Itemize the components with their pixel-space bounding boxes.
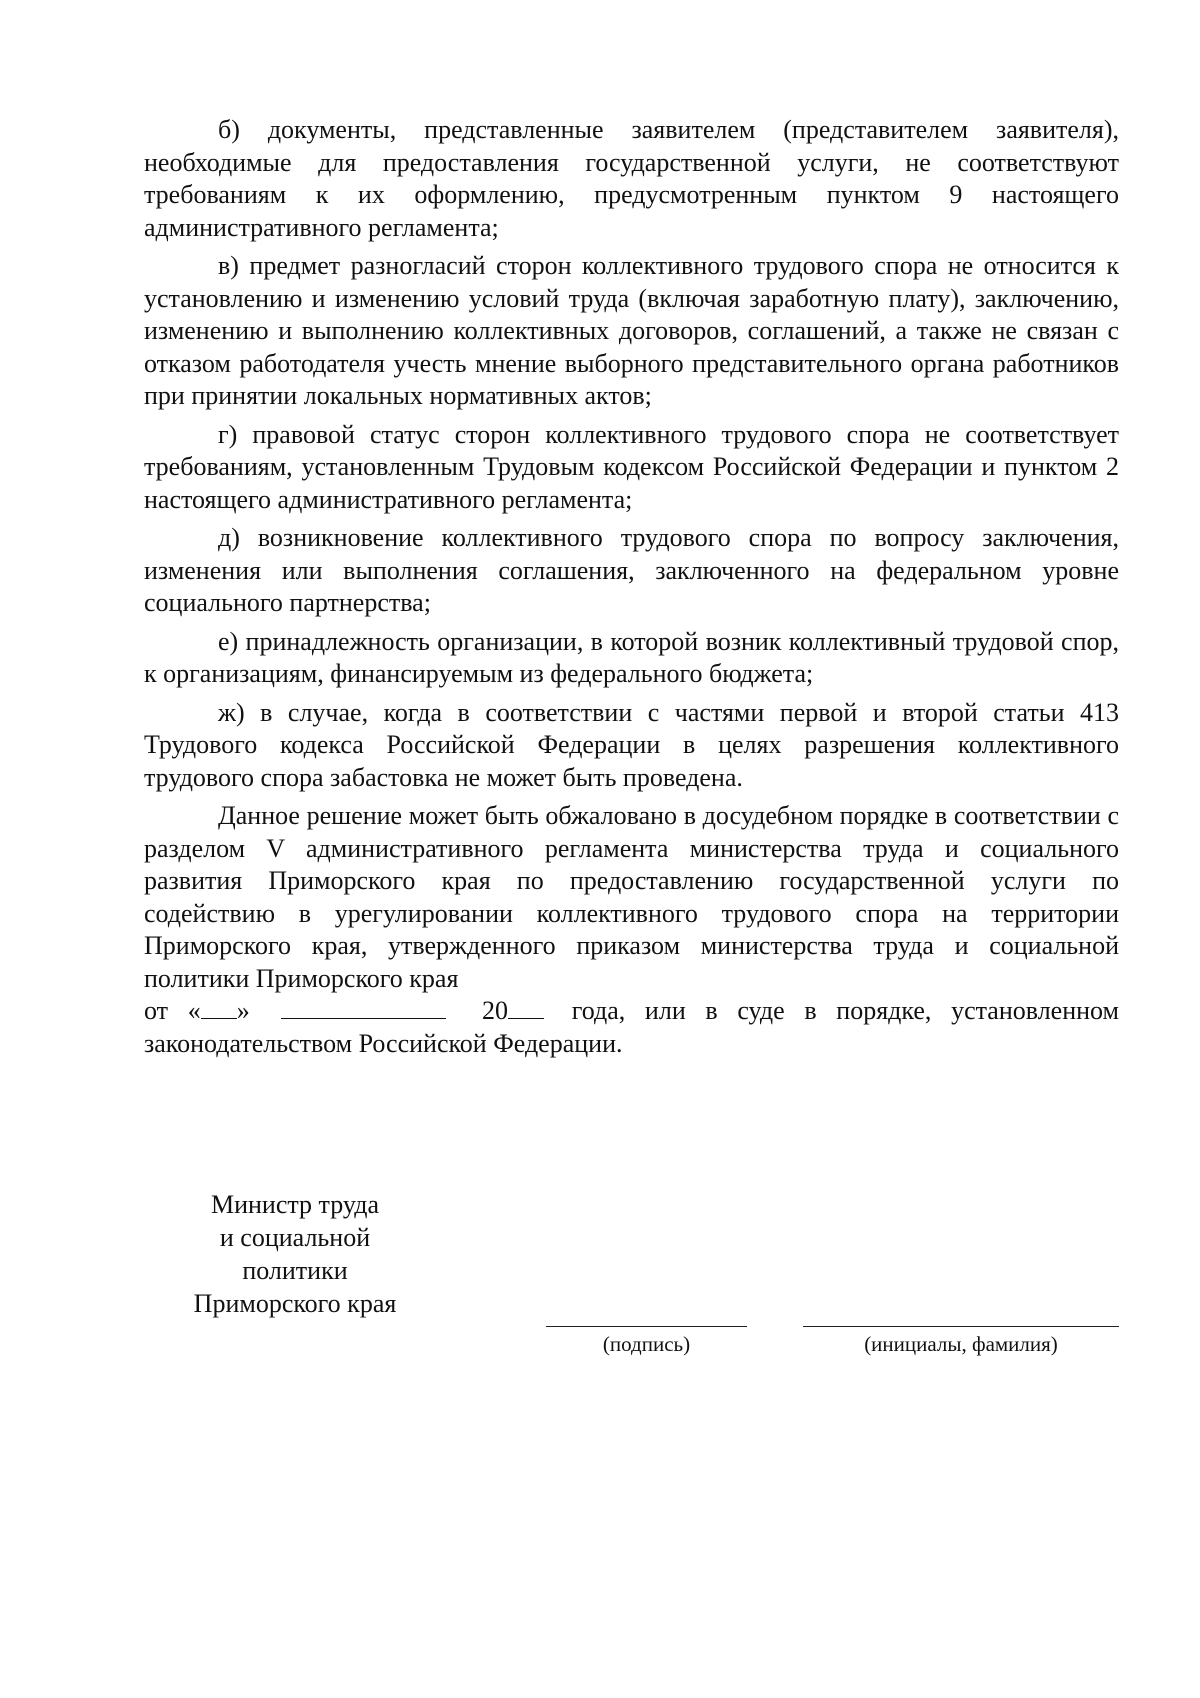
appeal-date-line — [144, 995, 1119, 1060]
year-blank — [508, 996, 544, 1019]
paragraph-appeal: Данное решение может быть обжаловано в досудебном порядке в соответствии с разделом V административного регламента министерства труда и социального развития Приморского края по предоставлению государственной услуги по содействию в урегулировании коллективного трудового спора на территории Приморского края, утвержденного приказом министерства труда и социальной политики Приморского края — [144, 801, 1119, 993]
paragraph-b: б) документы, представленные заявителем (представителем заявителя), необходимые для предоставления государственной услуги, не соответствуют требованиям к их оформлению, предусмотренным пунктом 9 настоящего административного регламента; — [144, 115, 1119, 242]
signatory-title — [150, 1188, 440, 1320]
signatory-line-1: Министр труда — [210, 1190, 380, 1219]
day-blank — [201, 996, 237, 1019]
signatory-line-2: и социальной — [219, 1223, 371, 1252]
date-prefix: от « — [144, 996, 201, 1025]
document-body — [144, 114, 1119, 1060]
date-year: 20 — [482, 996, 509, 1025]
paragraph-g: г) правовой статус сторон коллективного трудового спора не соответствует требованиям, установленным Трудовым кодексом Российской Федерации и пунктом 2 настоящего административного регламента; — [144, 419, 1119, 514]
month-blank — [281, 996, 446, 1019]
signatory-line-4: Приморского края — [193, 1289, 397, 1318]
signatory-line-3: политики — [242, 1256, 348, 1285]
date-quote-close: » — [236, 996, 250, 1025]
name-caption: (инициалы, фамилия) — [864, 1332, 1058, 1356]
appeal-tail: года, или в суде в порядке, установленном законодательством Российской Федерации. — [144, 996, 1119, 1058]
name-line — [803, 1326, 1119, 1327]
paragraph-v: в) предмет разногласий сторон коллективного трудового спора не относится к установлению и изменению условий труда (включая заработную плату), заключению, изменению и выполнению коллективных договоров, соглашений, а также не связан с отказом работодателя учесть мнение выборного представительного органа работников при принятии локальных нормативных актов; — [144, 251, 1119, 410]
signature-caption: (подпись) — [602, 1332, 691, 1356]
paragraph-e: е) принадлежность организации, в которой возник коллективный трудовой спор, к организациям, финансируемым из федерального бюджета; — [144, 626, 1119, 688]
paragraph-d: д) возникновение коллективного трудового спора по вопросу заключения, изменения или выполнения соглашения, заключенного на федеральном уровне социального партнерства; — [144, 523, 1119, 617]
signature-line — [546, 1326, 747, 1327]
paragraph-zh: ж) в случае, когда в соответствии с частями первой и второй статьи 413 Трудового кодекса Российской Федерации в целях разрешения коллективного трудового спора забастовка не может быть проведена. — [144, 697, 1119, 792]
